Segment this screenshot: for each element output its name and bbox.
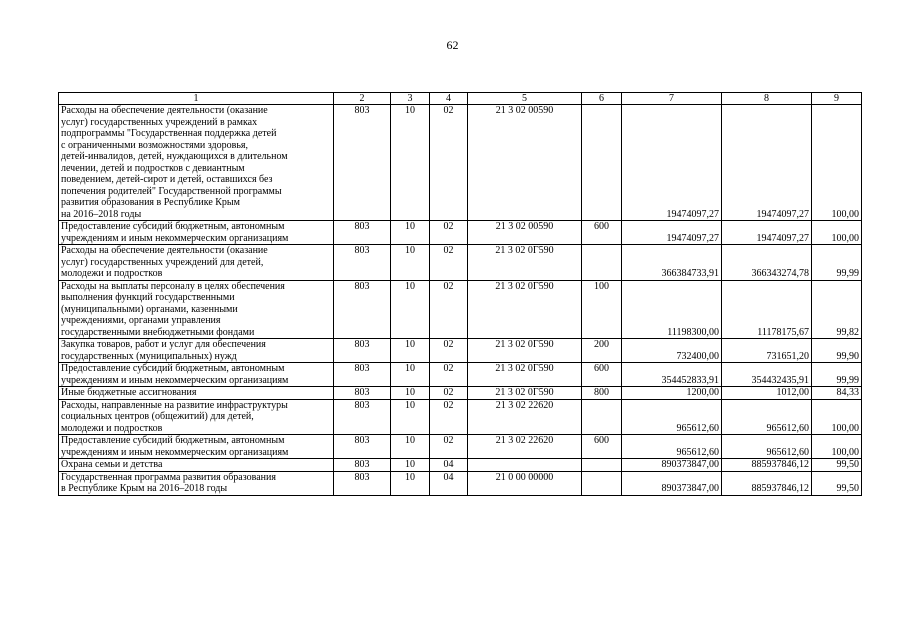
- expense-name-line: государственных (муниципальных) нужд: [61, 350, 237, 362]
- table-row: [59, 459, 862, 472]
- ministry-code-cell: 803: [334, 399, 391, 435]
- expense-name-cell: [59, 280, 334, 339]
- executed-amount-cell: 1012,00: [722, 387, 812, 400]
- section-code-cell: 10: [391, 399, 430, 435]
- expense-name-line: молодежи и подростков: [61, 422, 163, 434]
- executed-amount-cell: 965612,60: [722, 435, 812, 459]
- table-row: [59, 280, 862, 339]
- expense-name-cell: [59, 221, 334, 245]
- expense-name-line: молодежи и подростков: [61, 268, 163, 279]
- expense-name-line: Расходы на выплаты персоналу в целях обеспечения: [61, 280, 285, 292]
- expense-name-line: (муниципальными) органами, казенными: [61, 303, 238, 315]
- expense-name-cell: [59, 245, 334, 281]
- target-article-cell: 21 3 02 22620: [468, 399, 582, 435]
- expense-name-line: социальных центров (общежитий) для детей,: [61, 411, 254, 422]
- section-code-cell: 10: [391, 245, 430, 281]
- section-code-cell: 10: [391, 280, 430, 339]
- executed-amount-cell: 354432435,91: [722, 363, 812, 387]
- expense-name-cell: [59, 363, 334, 387]
- expense-name-line: Закупка товаров, работ и услуг для обеспечения: [61, 339, 266, 350]
- expense-name-cell: [59, 459, 334, 472]
- column-header: 4: [430, 93, 468, 105]
- section-code-cell: 10: [391, 435, 430, 459]
- table-row: [59, 387, 862, 400]
- execution-percent-cell: 99,99: [812, 363, 862, 387]
- target-article-cell: 21 0 00 00000: [468, 471, 582, 495]
- expense-name-line: детей-инвалидов, детей, нуждающихся в длительном: [61, 151, 288, 162]
- execution-percent-cell: 99,99: [812, 245, 862, 281]
- ministry-code-cell: 803: [334, 339, 391, 363]
- planned-amount-cell: 890373847,00: [622, 471, 722, 495]
- execution-percent-cell: 99,90: [812, 339, 862, 363]
- executed-amount-cell: 731651,20: [722, 339, 812, 363]
- ministry-code-cell: 803: [334, 245, 391, 281]
- executed-amount-cell: 885937846,12: [722, 471, 812, 495]
- planned-amount-cell: 11198300,00: [622, 280, 722, 339]
- expense-name-line: в Республике Крым на 2016–2018 годы: [61, 483, 228, 494]
- executed-amount-cell: 965612,60: [722, 399, 812, 435]
- subsection-code-cell: 02: [430, 363, 468, 387]
- expense-name-line: услуг) государственных учреждений для детей,: [61, 256, 264, 268]
- subsection-code-cell: 02: [430, 221, 468, 245]
- target-article-cell: 21 3 02 0Г590: [468, 280, 582, 339]
- expense-name-line: Предоставление субсидий бюджетным, автономным: [61, 435, 285, 446]
- budget-table: [58, 92, 862, 496]
- expense-name-line: учреждениям и иным некоммерческим организациям: [61, 446, 289, 458]
- execution-percent-cell: 100,00: [812, 399, 862, 435]
- expense-name-line: услуг) государственных учреждений в рамках: [61, 116, 258, 128]
- expense-name-line: поведением, детей-сирот и детей, оставшихся без: [61, 174, 273, 185]
- table-header-row: [59, 93, 862, 105]
- expense-name-line: учреждениям и иным некоммерческим организациям: [61, 232, 289, 244]
- table-row: [59, 339, 862, 363]
- section-code-cell: 10: [391, 105, 430, 221]
- planned-amount-cell: 732400,00: [622, 339, 722, 363]
- expense-name-line: Предоставление субсидий бюджетным, автономным: [61, 363, 285, 374]
- execution-percent-cell: 100,00: [812, 435, 862, 459]
- expense-name-cell: [59, 399, 334, 435]
- target-article-cell: 21 3 02 0Г590: [468, 363, 582, 387]
- table-row: [59, 471, 862, 495]
- expense-type-cell: [582, 105, 622, 221]
- target-article-cell: 21 3 02 22620: [468, 435, 582, 459]
- table-row: [59, 105, 862, 221]
- expense-name-cell: [59, 105, 334, 221]
- expense-name-line: Предоставление субсидий бюджетным, автономным: [61, 221, 285, 232]
- ministry-code-cell: 803: [334, 435, 391, 459]
- subsection-code-cell: 02: [430, 339, 468, 363]
- expense-name-line: подпрограммы "Государственная поддержка детей: [61, 128, 277, 139]
- expense-name-line: лечении, детей и подростков с девиантным: [61, 162, 245, 174]
- section-code-cell: 10: [391, 339, 430, 363]
- column-header: 3: [391, 93, 430, 105]
- expense-name-line: учреждениям и иным некоммерческим организациям: [61, 374, 289, 386]
- expense-type-cell: 600: [582, 435, 622, 459]
- subsection-code-cell: 04: [430, 471, 468, 495]
- target-article-cell: 21 3 02 00590: [468, 105, 582, 221]
- expense-name-line: Расходы, направленные на развитие инфраструктуры: [61, 399, 288, 411]
- expense-type-cell: 600: [582, 221, 622, 245]
- subsection-code-cell: 04: [430, 459, 468, 472]
- ministry-code-cell: 803: [334, 363, 391, 387]
- execution-percent-cell: 100,00: [812, 221, 862, 245]
- column-header: 1: [59, 93, 334, 105]
- subsection-code-cell: 02: [430, 435, 468, 459]
- section-code-cell: 10: [391, 471, 430, 495]
- section-code-cell: 10: [391, 221, 430, 245]
- column-header: 2: [334, 93, 391, 105]
- table-row: [59, 399, 862, 435]
- planned-amount-cell: 1200,00: [622, 387, 722, 400]
- target-article-cell: 21 3 02 0Г590: [468, 245, 582, 281]
- expense-type-cell: [582, 399, 622, 435]
- expense-name-line: попечения родителей" Государственной программы: [61, 185, 282, 197]
- expense-name-line: развития образования в Республике Крым: [61, 197, 240, 208]
- expense-name-line: на 2016–2018 годы: [61, 208, 142, 220]
- ministry-code-cell: 803: [334, 280, 391, 339]
- expense-type-cell: [582, 459, 622, 472]
- execution-percent-cell: 99,50: [812, 471, 862, 495]
- executed-amount-cell: 366343274,78: [722, 245, 812, 281]
- expense-name-line: Расходы на обеспечение деятельности (оказание: [61, 245, 268, 256]
- subsection-code-cell: 02: [430, 387, 468, 400]
- execution-percent-cell: 99,50: [812, 459, 862, 472]
- section-code-cell: 10: [391, 387, 430, 400]
- expense-name-cell: [59, 435, 334, 459]
- expense-name-line: государственными внебюджетными фондами: [61, 326, 255, 338]
- page-number: 62: [446, 38, 459, 52]
- executed-amount-cell: 11178175,67: [722, 280, 812, 339]
- expense-name-line: выполнения функций государственными: [61, 292, 235, 303]
- ministry-code-cell: 803: [334, 471, 391, 495]
- target-article-cell: 21 3 02 0Г590: [468, 339, 582, 363]
- column-header: 5: [468, 93, 582, 105]
- column-header: 7: [622, 93, 722, 105]
- section-code-cell: 10: [391, 459, 430, 472]
- executed-amount-cell: 19474097,27: [722, 105, 812, 221]
- table-row: [59, 245, 862, 281]
- ministry-code-cell: 803: [334, 459, 391, 472]
- planned-amount-cell: 19474097,27: [622, 105, 722, 221]
- expense-type-cell: 800: [582, 387, 622, 400]
- column-header: 9: [812, 93, 862, 105]
- planned-amount-cell: 354452833,91: [622, 363, 722, 387]
- expense-type-cell: 600: [582, 363, 622, 387]
- planned-amount-cell: 890373847,00: [622, 459, 722, 472]
- expense-type-cell: 200: [582, 339, 622, 363]
- ministry-code-cell: 803: [334, 221, 391, 245]
- expense-name-line: Иные бюджетные ассигнования: [61, 387, 197, 398]
- section-code-cell: 10: [391, 363, 430, 387]
- expense-type-cell: [582, 471, 622, 495]
- expense-name-cell: [59, 339, 334, 363]
- expense-name-line: с ограниченными возможностями здоровья,: [61, 139, 248, 151]
- table-row: [59, 363, 862, 387]
- planned-amount-cell: 965612,60: [622, 435, 722, 459]
- expense-name-line: Охрана семьи и детства: [61, 459, 163, 470]
- expense-type-cell: 100: [582, 280, 622, 339]
- subsection-code-cell: 02: [430, 105, 468, 221]
- expense-name-line: Расходы на обеспечение деятельности (оказание: [61, 105, 268, 116]
- ministry-code-cell: 803: [334, 387, 391, 400]
- table-row: [59, 435, 862, 459]
- expense-name-line: Государственная программа развития образования: [61, 471, 276, 483]
- column-header: 6: [582, 93, 622, 105]
- executed-amount-cell: 19474097,27: [722, 221, 812, 245]
- planned-amount-cell: 366384733,91: [622, 245, 722, 281]
- subsection-code-cell: 02: [430, 280, 468, 339]
- expense-name-line: учреждениями, органами управления: [61, 315, 221, 326]
- expense-type-cell: [582, 245, 622, 281]
- subsection-code-cell: 02: [430, 245, 468, 281]
- target-article-cell: [468, 459, 582, 472]
- expense-name-cell: [59, 387, 334, 400]
- execution-percent-cell: 100,00: [812, 105, 862, 221]
- column-header: 8: [722, 93, 812, 105]
- table-row: [59, 221, 862, 245]
- expense-name-cell: [59, 471, 334, 495]
- table-body: [59, 93, 862, 496]
- ministry-code-cell: 803: [334, 105, 391, 221]
- execution-percent-cell: 99,82: [812, 280, 862, 339]
- executed-amount-cell: 885937846,12: [722, 459, 812, 472]
- target-article-cell: 21 3 02 0Г590: [468, 387, 582, 400]
- target-article-cell: 21 3 02 00590: [468, 221, 582, 245]
- execution-percent-cell: 84,33: [812, 387, 862, 400]
- planned-amount-cell: 965612,60: [622, 399, 722, 435]
- subsection-code-cell: 02: [430, 399, 468, 435]
- planned-amount-cell: 19474097,27: [622, 221, 722, 245]
